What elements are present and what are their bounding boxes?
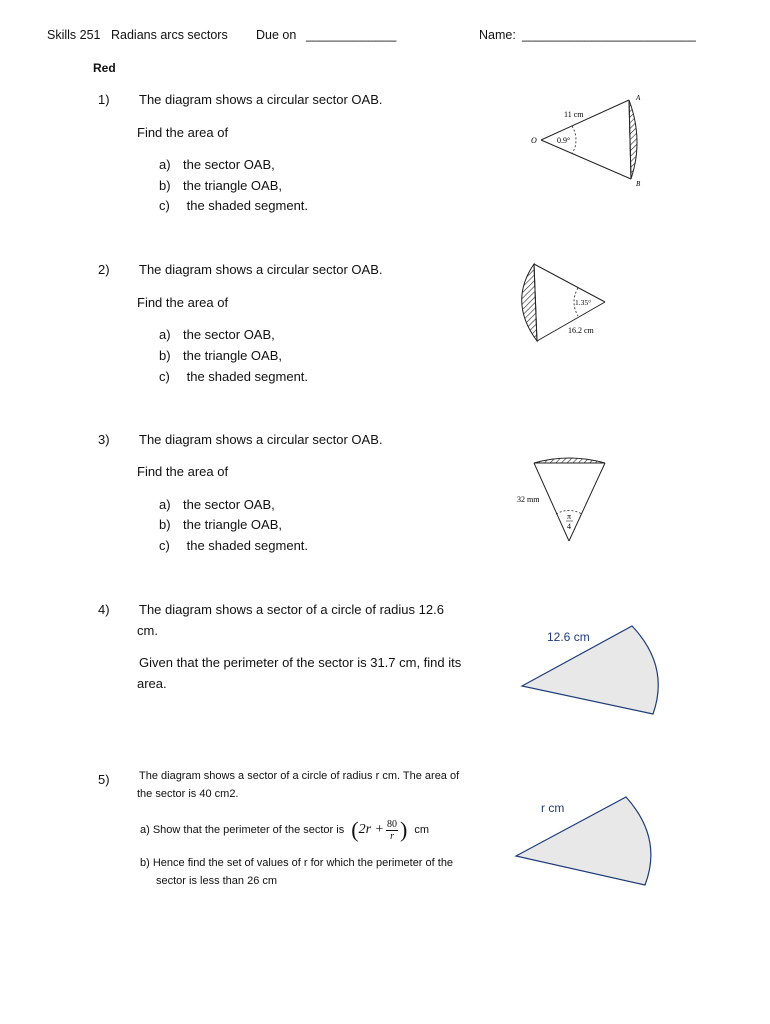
- question-prompt: Find the area of: [137, 295, 229, 310]
- course-code: Skills 251: [47, 28, 101, 42]
- radius-label: 16.2 cm: [568, 326, 594, 335]
- question-prompt: Find the area of: [137, 125, 229, 140]
- part-a: a) the sector OAB,: [159, 497, 275, 512]
- point-A-label: A: [636, 94, 641, 102]
- question-number: 1): [98, 92, 110, 107]
- part-b: b) Hence find the set of values of r for which the perimeter of the: [140, 857, 454, 869]
- question-text-cont: cm.: [137, 623, 158, 638]
- name-blank: _________________________: [522, 28, 696, 42]
- sector-diagram-2: [522, 264, 605, 341]
- part-b: b) the triangle OAB,: [159, 348, 282, 363]
- question-text: The diagram shows a circular sector OAB.: [139, 262, 383, 277]
- part-c: c) the shaded segment.: [159, 369, 309, 384]
- question-text-cont: the sector is 40 cm2.: [137, 788, 239, 800]
- due-blank: _____________: [306, 28, 397, 42]
- perimeter-formula: (2r + $\frac{80}{r}$ ): [351, 817, 408, 842]
- question-text: The diagram shows a sector of a circle of radius 12.6: [139, 602, 444, 617]
- radius-OB: [541, 140, 631, 179]
- question-number: 5): [98, 772, 110, 787]
- shaded-segment: [534, 458, 605, 463]
- angle-arc: [572, 126, 576, 154]
- radius-upper: [534, 264, 605, 302]
- question-text: The diagram shows a circular sector OAB.: [139, 432, 383, 447]
- point-B-label: B: [636, 180, 641, 188]
- question-text: The diagram shows a circular sector OAB.: [139, 92, 383, 107]
- question-number: 4): [98, 602, 110, 617]
- sector-diagram-1: [531, 94, 641, 188]
- part-b: b) the triangle OAB,: [159, 517, 282, 532]
- difficulty-level: Red: [93, 61, 116, 75]
- part-b: b) the triangle OAB,: [159, 178, 282, 193]
- question-prompt-cont: area.: [137, 676, 167, 691]
- sector-shape: [516, 797, 651, 885]
- angle-label: 0.9°: [557, 136, 571, 145]
- part-a: a) the sector OAB,: [159, 327, 275, 342]
- angle-denominator: 4: [567, 522, 571, 531]
- part-a: a) the sector OAB,: [159, 157, 275, 172]
- question-prompt: Given that the perimeter of the sector is 31.7 cm, find its: [139, 655, 462, 670]
- question-prompt: Find the area of: [137, 464, 229, 479]
- radius-right: [569, 463, 605, 541]
- part-a: a) Show that the perimeter of the sector is (2r + $\frac{80}{r}$ ) cm: [140, 817, 430, 842]
- angle-numerator: π: [567, 512, 572, 521]
- question-number: 2): [98, 262, 110, 277]
- question-text: The diagram shows a sector of a circle of radius r cm. The area of: [139, 770, 460, 782]
- name-label: Name:: [479, 28, 516, 42]
- sector-diagram-4: [522, 626, 658, 714]
- radius-label: 32 mm: [517, 495, 540, 504]
- question-number: 3): [98, 432, 110, 447]
- sector-diagram-3: [517, 458, 605, 541]
- radius-label: r cm: [541, 801, 565, 815]
- radius-label: 11 cm: [564, 110, 584, 119]
- sector-shape: [522, 626, 658, 714]
- point-O-label: O: [531, 136, 537, 145]
- part-b-cont: sector is less than 26 cm: [156, 875, 278, 887]
- due-label: Due on: [256, 28, 297, 42]
- worksheet-topic: Radians arcs sectors: [111, 28, 228, 42]
- radius-label: 12.6 cm: [547, 630, 590, 644]
- angle-label: 1.35°: [575, 298, 592, 307]
- part-c: c) the shaded segment.: [159, 198, 309, 213]
- radius-OA: [541, 100, 629, 140]
- sector-diagram-5: [516, 797, 651, 885]
- radius-lower: [537, 302, 605, 341]
- part-c: c) the shaded segment.: [159, 538, 309, 553]
